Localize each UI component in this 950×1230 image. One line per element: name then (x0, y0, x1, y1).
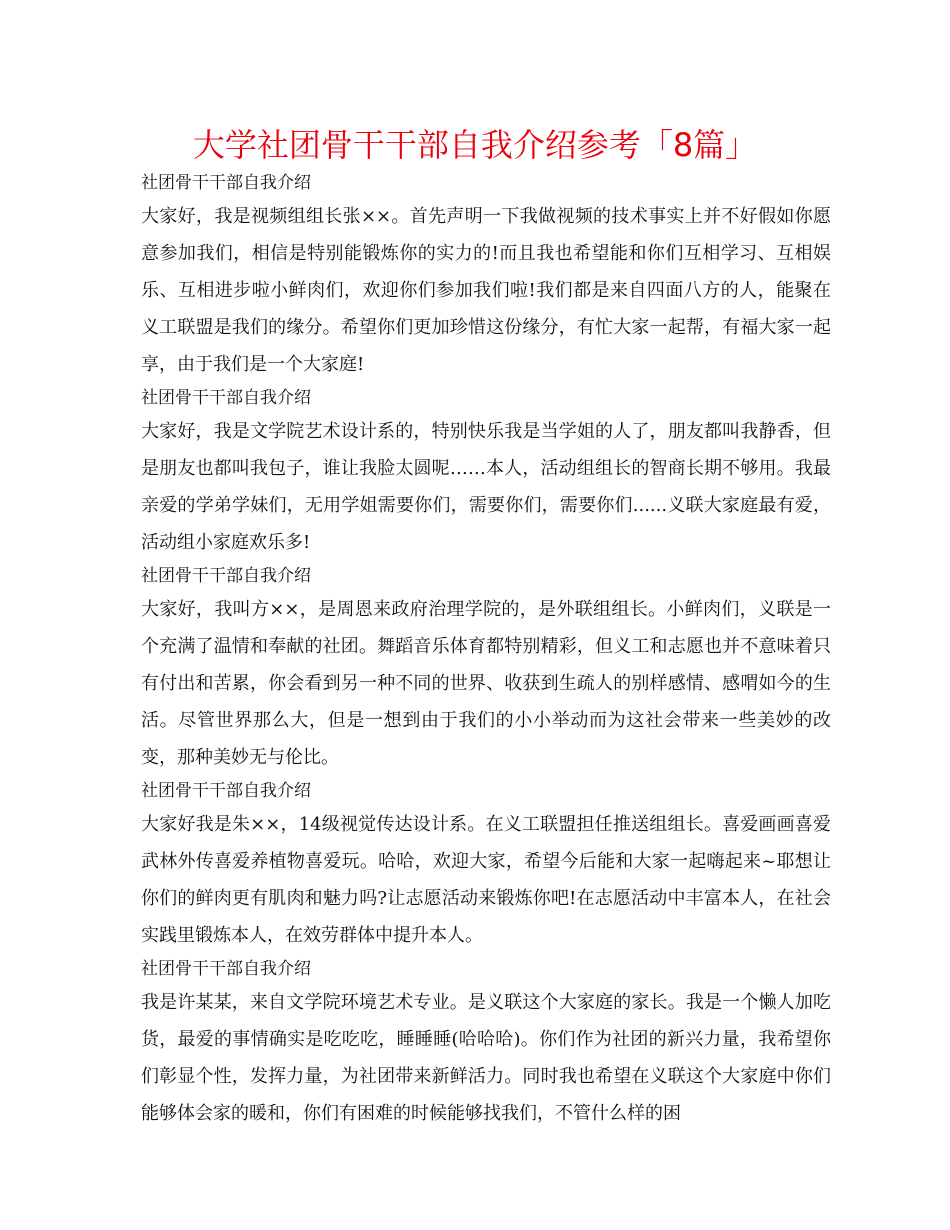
section-paragraph: 大家好，我是视频组组长张××。首先声明一下我做视频的技术事实上并不好假如你愿意参加我们，相信是特别能锻炼你的实力的!而且我也希望能和你们互相学习、互相娱乐、互相进步啦小鲜肉们，欢迎你们参加我们啦!我们都是来自四面八方的人，能聚在义工联盟是我们的缘分。希望你们更加珍惜这份缘分，有忙大家一起帮，有福大家一起享，由于我们是一个大家庭! (141, 206, 831, 375)
section-paragraph: 大家好，我是文学院艺术设计系的，特别快乐我是当学姐的人了，朋友都叫我静香，但是朋友也都叫我包子，谁让我脸太圆呢……本人，活动组组长的智商长期不够用。我最亲爱的学弟学妹们，无用学姐需要你们，需要你们，需要你们......义联大家庭最有爱，活动组小家庭欢乐多! (141, 421, 831, 553)
section-heading: 社团骨干干部自我介绍 (141, 566, 311, 586)
section-paragraph: 大家好我是朱××，14级视觉传达设计系。在义工联盟担任推送组组长。喜爱画画喜爱武林外传喜爱养植物喜爱玩。哈哈，欢迎大家，希望今后能和大家一起嗨起来~耶想让你们的鲜肉更有肌肉和魅力吗?让志愿活动来锻炼你吧!在志愿活动中丰富本人，在社会实践里锻炼本人，在效劳群体中提升本人。 (141, 814, 831, 946)
section-paragraph: 我是许某某，来自文学院环境艺术专业。是义联这个大家庭的家长。我是一个懒人加吃货，最爱的事情确实是吃吃吃，睡睡睡(哈哈哈)。你们作为社团的新兴力量，我希望你们彰显个性，发挥力量，为社团带来新鲜活力。同时我也希望在义联这个大家庭中你们能够体会家的暖和，你们有困难的时候能够找我们，不管什么样的困 (141, 992, 831, 1124)
section-heading: 社团骨干干部自我介绍 (141, 781, 311, 801)
section-heading: 社团骨干干部自我介绍 (141, 388, 311, 408)
document-title: 大学社团骨干干部自我介绍参考「8篇」 (192, 126, 758, 164)
section-heading: 社团骨干干部自我介绍 (141, 959, 311, 979)
document-body (141, 168, 831, 1132)
section-heading: 社团骨干干部自我介绍 (141, 173, 311, 193)
section-paragraph: 大家好，我叫方××，是周恩来政府治理学院的，是外联组组长。小鲜肉们，义联是一个充满了温情和奉献的社团。舞蹈音乐体育都特别精彩，但义工和志愿也并不意味着只有付出和苦累，你会看到另一种不同的世界、收获到生疏人的别样感情、感喟如今的生活。尽管世界那么大，但是一想到由于我们的小小举动而为这社会带来一些美妙的改变，那种美妙无与伦比。 (141, 599, 831, 768)
